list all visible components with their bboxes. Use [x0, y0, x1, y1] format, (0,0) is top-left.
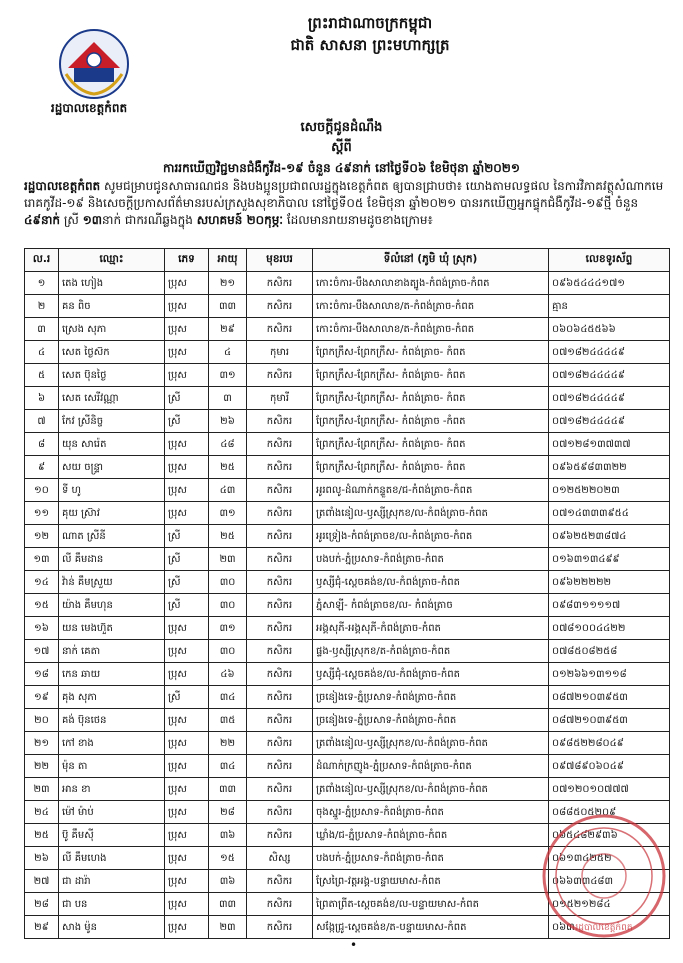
cell-phone: ០៧១៨២៤៤៤៤៩	[549, 387, 670, 410]
cell-age: ៣	[209, 387, 247, 410]
cell-name: យន មេងហ៊ួត	[59, 617, 165, 640]
cell-occupation: កសិករ	[247, 893, 313, 916]
cell-no: ១០	[25, 479, 59, 502]
cell-address: អូរទ្រៀង-កំពង់ត្រាចខ/ល-កំពង់ត្រាច-កំពត	[313, 525, 549, 548]
cell-age: ៣០	[209, 594, 247, 617]
cell-name: លី គឹមហេង	[59, 847, 165, 870]
table-header-row	[25, 249, 670, 272]
cell-address: ត្រពាំងនៀល-ឫស្សីស្រុកខ/ល-កំពង់ត្រាច-កំពត	[313, 732, 549, 755]
cell-sex: ប្រុស	[165, 502, 209, 525]
cell-occupation: កសិករ	[247, 548, 313, 571]
cell-address: ព្រែកក្រឹស-ព្រែកក្រឹស- កំពង់ត្រាច- កំពត	[313, 387, 549, 410]
cell-no: ២៩	[25, 916, 59, 939]
cell-no: ២២	[25, 755, 59, 778]
cell-no: ៨	[25, 433, 59, 456]
cell-sex: ប្រុស	[165, 847, 209, 870]
cell-age: ២១	[209, 272, 247, 295]
cell-address: ដំណាក់ក្រញូង-ភ្នំប្រសាទ-កំពង់ត្រាច-កំពត	[313, 755, 549, 778]
cell-occupation: កសិករ	[247, 778, 313, 801]
cell-no: ២១	[25, 732, 59, 755]
cell-occupation: កសិករ	[247, 502, 313, 525]
provincial-emblem-icon	[58, 28, 130, 100]
cell-name: ម៉ុន តា	[59, 755, 165, 778]
cell-phone: ០៩៦២២២២២	[549, 571, 670, 594]
cell-no: ២៧	[25, 870, 59, 893]
notice-title	[20, 118, 663, 178]
cell-age: ៣១	[209, 617, 247, 640]
cell-name: កេន ឆាយ	[59, 663, 165, 686]
cell-age: ២៥	[209, 456, 247, 479]
cell-no: ២៤	[25, 801, 59, 824]
cell-name: ទី ហូ	[59, 479, 165, 502]
cell-sex: ប្រុស	[165, 824, 209, 847]
cell-phone: ០៦១៣៤២៥២	[549, 847, 670, 870]
cell-no: ៦	[25, 387, 59, 410]
cell-sex: ប្រុស	[165, 341, 209, 364]
title-line-2: ស្តីពី	[331, 140, 352, 155]
table-row	[25, 755, 670, 778]
col-header-no: ល.រ	[25, 249, 59, 272]
seal-text: រដ្ឋបាលខេត្តកំពត	[575, 923, 633, 933]
cell-occupation: កសិករ	[247, 364, 313, 387]
cell-phone: ០៨៧២១០៣៩៥៣	[549, 709, 670, 732]
cell-age: ៣០	[209, 640, 247, 663]
cell-occupation: កសិករ	[247, 709, 313, 732]
cell-address: អូរពលូ-ដំណាក់កន្ទួតខ/ជ-កំពង់ត្រាច-កំពត	[313, 479, 549, 502]
cell-age: ២៣	[209, 916, 247, 939]
cell-address: ឃ្លាំង/ជ-ភ្នំប្រសាទ-កំពង់ត្រាច-កំពត	[313, 824, 549, 847]
cell-no: ២៦	[25, 847, 59, 870]
table-row	[25, 479, 670, 502]
official-seal-icon	[538, 810, 670, 942]
cell-address: ព្រែកក្រឹស-ព្រែកក្រឹស- កំពង់ត្រាច- កំពត	[313, 433, 549, 456]
cell-age: ៣៤	[209, 755, 247, 778]
cell-phone: ០៩៦៥៤៤៤១៧១	[549, 272, 670, 295]
cell-sex: ប្រុស	[165, 893, 209, 916]
cell-name: យ៉ាង គឹមហុន	[59, 594, 165, 617]
cell-phone: ០៨៨៥០៥២០៩	[549, 801, 670, 824]
cell-name: ជា ដារ៉ា	[59, 870, 165, 893]
org-name: រដ្ឋបាលខេត្តកំពត	[50, 101, 128, 115]
cell-name: គង់ ប៊ុនថេន	[59, 709, 165, 732]
cell-phone: ០១២៥២២០២៣	[549, 479, 670, 502]
col-header-age: អាយុ	[209, 249, 247, 272]
cell-sex: ប្រុស	[165, 479, 209, 502]
cell-age: ១៥	[209, 847, 247, 870]
table-row	[25, 778, 670, 801]
col-header-occupation: មុខរបរ	[247, 249, 313, 272]
table-row	[25, 502, 670, 525]
cell-occupation: កសិករ	[247, 410, 313, 433]
cell-sex: ស្រី	[165, 686, 209, 709]
cell-age: ៣១	[209, 502, 247, 525]
table-row	[25, 364, 670, 387]
cell-address: ត្រពាំងនៀល-ឫស្សីស្រុកខ/ល-កំពង់ត្រាច-កំពត	[313, 502, 549, 525]
cell-no: ៥	[25, 364, 59, 387]
cell-occupation: កសិករ	[247, 433, 313, 456]
cell-phone: ០៨៧២១០៣៩៥៣	[549, 686, 670, 709]
cell-occupation: កសិករ	[247, 617, 313, 640]
para-text: សូមជម្រាបជូនសាធារណជន និងបងប្អូនប្រជាពលរដ្ឋក្នុងខេត្តកំពត ឲ្យបានជ្រាបថា៖ យោងតាមលទ្ធផល នៃការវិភាគវត្ថុសំណាកមេរោគកូវីដ-១៩ និងសេចក្តីប្រកាសព័ត៌មានរបស់ក្រសួងសុខាភិបាល នៅថ្ងៃទី០៥ ខែមិថុនា ឆ្នាំ២០២១ បានរកឃើញអ្នកផ្ទុកជំងឺកូវីដ-១៩ថ្មី ចំនួន	[24, 179, 664, 210]
cell-phone: ០៧១២៨១៣៧៣៧	[549, 433, 670, 456]
cell-no: ៤	[25, 341, 59, 364]
kingdom-line-2: ជាតិ សាសនា ព្រះមហាក្សត្រ	[290, 36, 450, 54]
para-text-4: ដែលមានរាយនាមដូចខាងក្រោម៖	[283, 213, 433, 227]
table-row	[25, 295, 670, 318]
cell-name: គន ពិច	[59, 295, 165, 318]
table-row	[25, 732, 670, 755]
cell-name: អាន ខា	[59, 778, 165, 801]
cell-sex: ស្រី	[165, 525, 209, 548]
cell-sex: ស្រី	[165, 548, 209, 571]
cell-phone: ០៧៨១០០៤៤២២	[549, 617, 670, 640]
cell-age: ៤	[209, 341, 247, 364]
cell-address: សង្កែជ្រូ-ស្តេចគង់ខ/ត-បន្ទាយមាស-កំពត	[313, 916, 549, 939]
cell-phone: ០៧១៤៣៣៣៩៥៤	[549, 502, 670, 525]
cell-address: បងបក់-ភ្នំប្រសាទ-កំពង់ត្រាច-កំពត	[313, 847, 549, 870]
cell-sex: ប្រុស	[165, 272, 209, 295]
table-row	[25, 318, 670, 341]
cell-name: ជា បន	[59, 893, 165, 916]
table-row	[25, 548, 670, 571]
cell-name: នាក់ គេតា	[59, 640, 165, 663]
cell-address: ឫស្សីជុំ-ស្តេចគង់ខ/ល-កំពង់ត្រាច-កំពត	[313, 571, 549, 594]
cell-name: កែវ ស្រីនិច្ច	[59, 410, 165, 433]
cell-no: ២	[25, 295, 59, 318]
cell-sex: ប្រុស	[165, 433, 209, 456]
cell-no: ៣	[25, 318, 59, 341]
cell-address: ច្រនៀងទេ-ភ្នំប្រសាទ-កំពង់ត្រាច-កំពត	[313, 686, 549, 709]
cell-address: អង្គសុភី-អង្គសុភី-កំពង់ត្រាច-កំពត	[313, 617, 549, 640]
cell-no: ១៧	[25, 640, 59, 663]
cell-sex: ស្រី	[165, 571, 209, 594]
para-text-2: ស្រី	[60, 213, 83, 227]
table-row	[25, 571, 670, 594]
title-line-1: សេចក្តីជូនដំណឹង	[300, 120, 383, 135]
cell-phone: ០៩៦៥៩៨៣៣២២	[549, 456, 670, 479]
cell-name: ស្រេង សុភា	[59, 318, 165, 341]
cell-phone: ០៧១៨២៤៤៤៤៩	[549, 364, 670, 387]
cell-occupation: សិស្ស	[247, 847, 313, 870]
para-count-total: ៤៩នាក់	[24, 213, 61, 227]
cell-name: សេត ថ្ងៃស៊ក	[59, 341, 165, 364]
cell-occupation: កសិករ	[247, 571, 313, 594]
para-lead: រដ្ឋបាលខេត្តកំពត	[24, 179, 101, 193]
cell-name: យុន សារ៉េត	[59, 433, 165, 456]
cell-occupation: កសិករ	[247, 663, 313, 686]
table-row	[25, 456, 670, 479]
title-line-3: ការរកឃើញវិជ្ជមានជំងឺកូវីដ-១៩ ចំនួន ៤៩នាក់ នៅថ្ងៃទី០៦ ខែមិថុនា ឆ្នាំ២០២១	[163, 161, 520, 175]
cell-no: ២៥	[25, 824, 59, 847]
para-community: សហគមន៍ ២០កុម្ភៈ	[196, 213, 284, 227]
cell-occupation: កសិករ	[247, 640, 313, 663]
table-row	[25, 525, 670, 548]
cell-sex: ប្រុស	[165, 295, 209, 318]
cell-occupation: កសិករ	[247, 479, 313, 502]
cell-name: គុង សុភា	[59, 686, 165, 709]
cell-phone: ០៦៥៤៨២៩៣៦	[549, 824, 670, 847]
cell-name: ណាត ស្រីនី	[59, 525, 165, 548]
col-header-address: ទីលំនៅ (ភូមិ ឃុំ ស្រុក)	[313, 249, 549, 272]
table-row	[25, 410, 670, 433]
cell-occupation: កសិករ	[247, 870, 313, 893]
cell-no: ១២	[25, 525, 59, 548]
cell-no: ១	[25, 272, 59, 295]
cell-age: ៣៣	[209, 778, 247, 801]
col-header-sex: ភេទ	[165, 249, 209, 272]
table-row	[25, 387, 670, 410]
cell-no: ១៤	[25, 571, 59, 594]
cell-address: ចុងស្នួរ-ភ្នំប្រសាទ-កំពង់ត្រាច-កំពត	[313, 801, 549, 824]
cell-sex: ប្រុស	[165, 916, 209, 939]
cell-address: កោះចំការ-បឹងសាលាខ/ត-កំពង់ត្រាច-កំពត	[313, 318, 549, 341]
cell-occupation: កសិករ	[247, 456, 313, 479]
cell-occupation: កសិករ	[247, 732, 313, 755]
cell-phone: ០៦៣	[549, 916, 670, 939]
cell-age: ៣១	[209, 364, 247, 387]
cell-phone: ០៩៧៨៩០៦០៤៩	[549, 755, 670, 778]
cell-no: ២០	[25, 709, 59, 732]
col-header-name: ឈ្មោះ	[59, 249, 165, 272]
cell-address: ព្រៃតាព្រីត-ស្តេចគង់ខ/ល-បន្ទាយមាស-កំពត	[313, 893, 549, 916]
cell-occupation: កសិករ	[247, 686, 313, 709]
cell-name: តេង ហៀង	[59, 272, 165, 295]
cell-phone: ០៦៦៣៣៤៨៣	[549, 870, 670, 893]
cell-sex: ស្រី	[165, 594, 209, 617]
col-header-phone: លេខទូរស័ព្ទ	[549, 249, 670, 272]
cell-sex: ស្រី	[165, 387, 209, 410]
cell-phone: ០១៥២១២៨៤	[549, 893, 670, 916]
cell-sex: ប្រុស	[165, 778, 209, 801]
cell-sex: ប្រុស	[165, 732, 209, 755]
cell-name: លី គឹមដាន	[59, 548, 165, 571]
cell-occupation: កុមារ	[247, 341, 313, 364]
para-count-female: ១៣	[82, 213, 103, 227]
cell-phone: គ្មាន	[549, 295, 670, 318]
cell-no: ១៩	[25, 686, 59, 709]
cell-name: វ៉ាន់ គឹមស្រួយ	[59, 571, 165, 594]
cell-name: ម៉ៅ ម៉ាប់	[59, 801, 165, 824]
kingdom-line-1: ព្រះរាជាណាចក្រកម្ពុជា	[307, 14, 433, 32]
cell-name: សេត សេរីវណ្ណា	[59, 387, 165, 410]
cell-address: ព្រែកក្រឹស-ព្រែកក្រឹស- កំពង់ត្រាច- កំពត	[313, 341, 549, 364]
cell-address: ព្រែកក្រឹស-ព្រែកក្រឹស- កំពង់ត្រាច- កំពត	[313, 456, 549, 479]
cell-phone: ០៩៨៣១១១១៧	[549, 594, 670, 617]
cell-address: ព្រែកក្រឹស-ព្រែកក្រឹស- កំពង់ត្រាច- កំពត	[313, 364, 549, 387]
table-row	[25, 663, 670, 686]
table-row	[25, 272, 670, 295]
cell-no: ១៨	[25, 663, 59, 686]
cell-address: បងបក់-ភ្នំប្រសាទ-កំពង់ត្រាច-កំពត	[313, 548, 549, 571]
cell-name: សយ ចន្ទ្រា	[59, 456, 165, 479]
cell-no: ១១	[25, 502, 59, 525]
cell-age: ២២	[209, 732, 247, 755]
cell-phone: ០៦០៦៤៥៥៦៦	[549, 318, 670, 341]
table-row	[25, 709, 670, 732]
cell-occupation: កសិករ	[247, 318, 313, 341]
cell-occupation: កសិករ	[247, 295, 313, 318]
cell-age: ៣៥	[209, 709, 247, 732]
cell-occupation: កសិករ	[247, 916, 313, 939]
cell-phone: ០៧១២០១០៧៧៧	[549, 778, 670, 801]
cell-sex: ប្រុស	[165, 870, 209, 893]
cell-no: ២៣	[25, 778, 59, 801]
table-row	[25, 433, 670, 456]
cell-occupation: កុមារី	[247, 387, 313, 410]
cell-name: គុយ ស្រ៊ាវ	[59, 502, 165, 525]
cell-phone: ០៧៨៥០៨២៥៨	[549, 640, 670, 663]
cell-age: ២៣	[209, 548, 247, 571]
cell-age: ២៦	[209, 410, 247, 433]
cell-sex: ប្រុស	[165, 617, 209, 640]
cell-phone: ០១២៦៦១៣១១៨	[549, 663, 670, 686]
cell-sex: ប្រុស	[165, 801, 209, 824]
cell-address: កោះចំការ-បឹងសាលាខាងត្បូង-កំពង់ត្រាច-កំពត	[313, 272, 549, 295]
cell-phone: ០៧១៨២៤៤៤៤៩	[549, 410, 670, 433]
cell-no: ១៣	[25, 548, 59, 571]
cell-address: ព្រែកក្រឹស-ព្រែកក្រឹស- កំពង់ត្រាច -កំពត	[313, 410, 549, 433]
para-text-3: នាក់ ជាករណីឆ្លងក្នុង	[102, 213, 193, 227]
cell-age: ២៨	[209, 801, 247, 824]
cell-no: ១៦	[25, 617, 59, 640]
cell-address: ត្រពាំងនៀល-ឫស្សីស្រុកខ/ល-កំពង់ត្រាច-កំពត	[313, 778, 549, 801]
table-row	[25, 617, 670, 640]
cell-occupation: កសិករ	[247, 755, 313, 778]
cell-age: ២៩	[209, 318, 247, 341]
cell-age: ៣០	[209, 571, 247, 594]
kingdom-header	[200, 12, 540, 56]
cell-age: ៣៣	[209, 893, 247, 916]
cell-age: ៤៨	[209, 433, 247, 456]
cell-sex: ប្រុស	[165, 663, 209, 686]
page-bullet: •	[350, 938, 358, 952]
cell-age: ៣៣	[209, 295, 247, 318]
cell-sex: ប្រុស	[165, 364, 209, 387]
cell-phone: ០១៦៣១៣៤៩៩	[549, 548, 670, 571]
cell-no: ៧	[25, 410, 59, 433]
table-row	[25, 640, 670, 663]
cell-address: ឫស្សីជុំ-ស្តេចគង់ខ/ល-កំពង់ត្រាច-កំពត	[313, 663, 549, 686]
cell-address: កោះចំការ-បឹងសាលាខ/ត-កំពង់ត្រាច-កំពត	[313, 295, 549, 318]
cell-age: ៣៦	[209, 870, 247, 893]
cell-age: ៣៦	[209, 824, 247, 847]
cell-phone: ០៧១៨២៤៤៤៤៩	[549, 341, 670, 364]
cell-name: សេត ប៊ុនថ្ងៃ	[59, 364, 165, 387]
cell-occupation: កសិករ	[247, 824, 313, 847]
cell-no: ១៥	[25, 594, 59, 617]
cell-address: ភ្នំសាឡី- កំពង់ត្រាចខ/ល- កំពង់ត្រាច	[313, 594, 549, 617]
cell-age: ៣៤	[209, 686, 247, 709]
cell-occupation: កសិករ	[247, 801, 313, 824]
cell-occupation: កសិករ	[247, 594, 313, 617]
intro-paragraph	[24, 178, 664, 229]
cell-sex: ស្រី	[165, 410, 209, 433]
cell-occupation: កសិករ	[247, 272, 313, 295]
cell-sex: ប្រុស	[165, 755, 209, 778]
cell-no: ៩	[25, 456, 59, 479]
cell-no: ២៨	[25, 893, 59, 916]
cell-sex: ប្រុស	[165, 456, 209, 479]
cell-address: ច្រនៀងទេ-ភ្នំប្រសាទ-កំពង់ត្រាច-កំពត	[313, 709, 549, 732]
table-row	[25, 686, 670, 709]
cell-sex: ប្រុស	[165, 640, 209, 663]
cell-occupation: កសិករ	[247, 525, 313, 548]
cell-name: កៅ ខាង	[59, 732, 165, 755]
cell-address: ស្រែព្រៃ-វត្តអង្គ-បន្ទាយមាស-កំពត	[313, 870, 549, 893]
cell-sex: ប្រុស	[165, 318, 209, 341]
cell-address: ផ្ទង-ឫស្សីស្រុកខ/ត-កំពង់ត្រាច-កំពត	[313, 640, 549, 663]
cell-phone: ០៩៦២៥២៣៨៧៤	[549, 525, 670, 548]
cell-phone: ០៩៨៥២២៨០៤៩	[549, 732, 670, 755]
cell-name: សាង ម៉ូន	[59, 916, 165, 939]
cell-sex: ប្រុស	[165, 709, 209, 732]
table-row	[25, 594, 670, 617]
cell-name: ប៊ូ គឹមស៊ី	[59, 824, 165, 847]
cell-age: ៤៣	[209, 479, 247, 502]
table-row	[25, 341, 670, 364]
cell-age: ២៥	[209, 525, 247, 548]
cell-age: ៤៦	[209, 663, 247, 686]
